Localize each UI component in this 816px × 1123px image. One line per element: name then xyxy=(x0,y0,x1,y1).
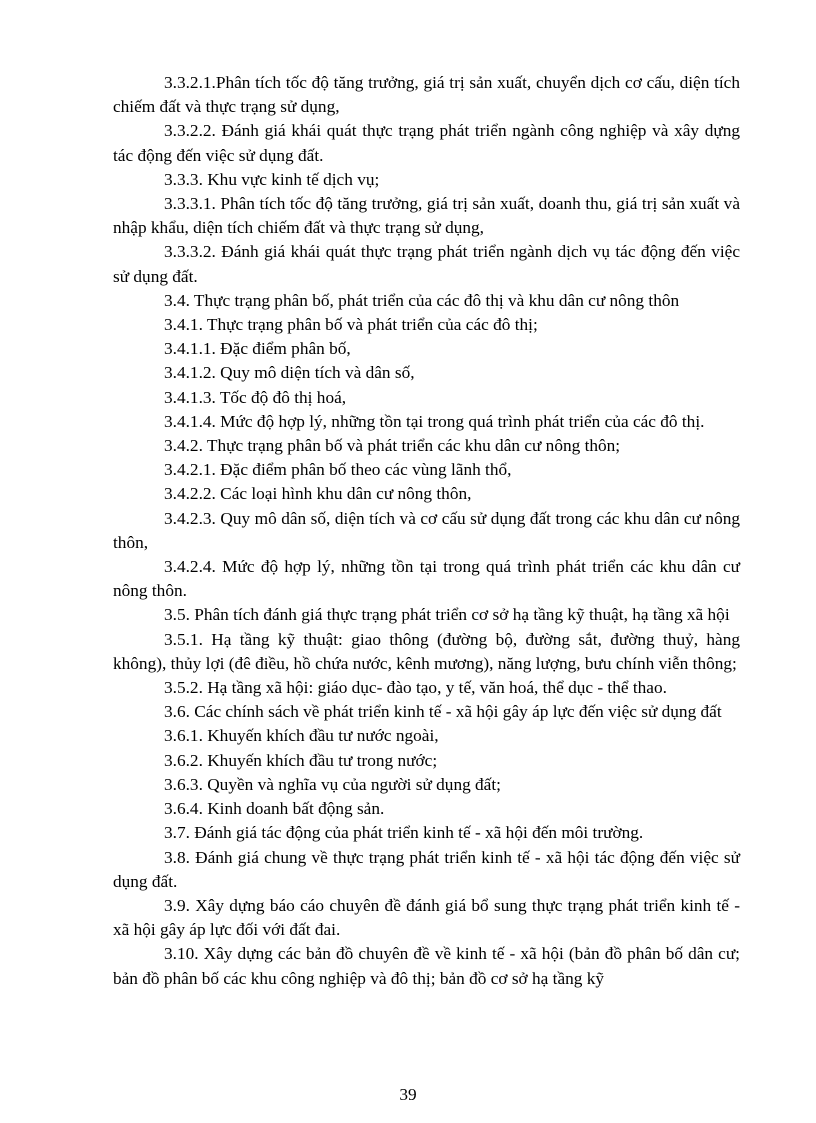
paragraph: 3.4.1.3. Tốc độ đô thị hoá, xyxy=(164,387,347,407)
paragraph: 3.4.2.1. Đặc điểm phân bố theo các vùng lãnh thổ, xyxy=(164,460,512,480)
paragraph: 3.4.1.4. Mức độ hợp lý, những tồn tại trong quá trình phát triển của các đô thị. xyxy=(164,411,705,431)
paragraph: 3.6.1. Khuyến khích đầu tư nước ngoài, xyxy=(164,726,439,746)
section-heading: 3.10. Xây dựng các bản đồ chuyên đề về kinh tế - xã hội (bản đồ phân bố dân cư; bản đồ phân bố các khu công nghiệp và đô thị; bản đồ cơ sở hạ tầng kỹ xyxy=(113,944,740,988)
paragraph: 3.4.1. Thực trạng phân bố và phát triển của các đô thị; xyxy=(164,315,538,335)
paragraph: 3.3.3. Khu vực kinh tế dịch vụ; xyxy=(164,169,380,189)
paragraph: 3.4.2.2. Các loại hình khu dân cư nông thôn, xyxy=(164,484,472,504)
paragraph: 3.4.2.3. Quy mô dân số, diện tích và cơ cấu sử dụng đất trong các khu dân cư nông thôn, xyxy=(113,508,740,552)
paragraph: 3.5.2. Hạ tầng xã hội: giáo dục- đào tạo, y tế, văn hoá, thể dục - thể thao. xyxy=(164,678,667,698)
paragraph: 3.5.1. Hạ tầng kỹ thuật: giao thông (đường bộ, đường sắt, đường thuỷ, hàng không), thủy lợi (đê điều, hồ chứa nước, kênh mương), năng lượng, bưu chính viễn thông; xyxy=(113,629,740,673)
section-heading: 3.8. Đánh giá chung về thực trạng phát triển kinh tế - xã hội tác động đến việc sử dụng đất. xyxy=(113,847,740,891)
section-heading: 3.6. Các chính sách về phát triển kinh tế - xã hội gây áp lực đến việc sử dụng đất xyxy=(164,702,722,722)
section-heading: 3.4. Thực trạng phân bố, phát triển của các đô thị và khu dân cư nông thôn xyxy=(164,290,680,310)
section-heading: 3.7. Đánh giá tác động của phát triển kinh tế - xã hội đến môi trường. xyxy=(164,823,644,843)
paragraph: 3.3.3.1. Phân tích tốc độ tăng trưởng, giá trị sản xuất, doanh thu, giá trị sản xuất và nhập khẩu, diện tích chiếm đất và thực trạng sử dụng, xyxy=(113,194,740,238)
paragraph: 3.3.3.2. Đánh giá khái quát thực trạng phát triển ngành dịch vụ tác động đến việc sử dụng đất. xyxy=(113,242,740,286)
paragraph: 3.3.2.1.Phân tích tốc độ tăng trưởng, giá trị sản xuất, chuyển dịch cơ cấu, diện tích chiếm đất và thực trạng sử dụng, xyxy=(113,73,740,117)
paragraph: 3.6.4. Kinh doanh bất động sản. xyxy=(164,799,385,819)
paragraph: 3.6.2. Khuyến khích đầu tư trong nước; xyxy=(164,750,438,770)
section-heading: 3.9. Xây dựng báo cáo chuyên đề đánh giá bổ sung thực trạng phát triển kinh tế - xã hội gây áp lực đối với đất đai. xyxy=(113,895,740,940)
paragraph: 3.4.1.1. Đặc điểm phân bố, xyxy=(164,339,351,359)
paragraph: 3.6.3. Quyền và nghĩa vụ của người sử dụng đất; xyxy=(164,774,501,794)
paragraph: 3.4.1.2. Quy mô diện tích và dân số, xyxy=(164,363,415,383)
paragraph: 3.4.2. Thực trạng phân bố và phát triển các khu dân cư nông thôn; xyxy=(164,436,621,456)
section-heading: 3.5. Phân tích đánh giá thực trạng phát triển cơ sở hạ tầng kỹ thuật, hạ tầng xã hội xyxy=(164,605,730,625)
page-number: 39 xyxy=(399,1085,417,1104)
paragraph: 3.3.2.2. Đánh giá khái quát thực trạng phát triển ngành công nghiệp và xây dựng tác động đến việc sử dụng đất. xyxy=(113,121,740,165)
paragraph: 3.4.2.4. Mức độ hợp lý, những tồn tại trong quá trình phát triển các khu dân cư nông thôn. xyxy=(113,557,740,601)
body-text xyxy=(113,71,740,991)
